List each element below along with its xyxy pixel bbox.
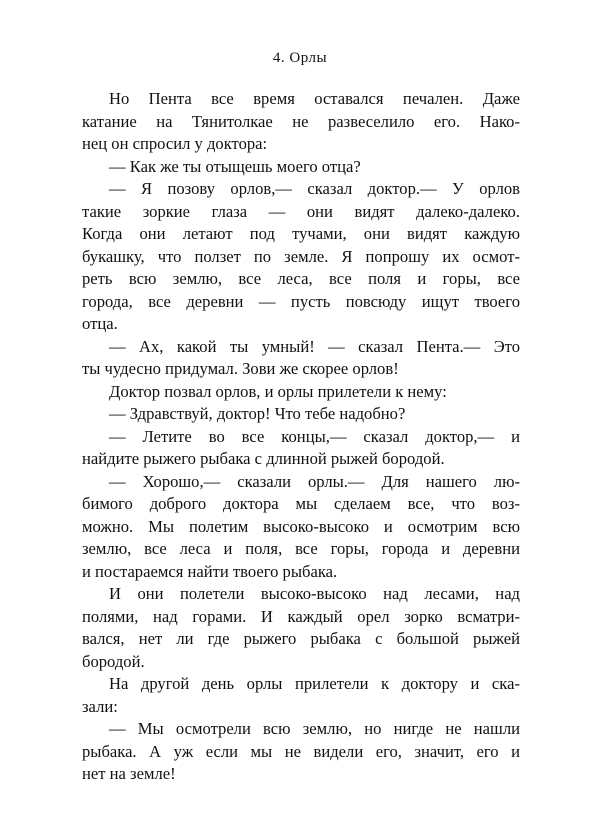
text-line: зали: bbox=[82, 696, 118, 716]
text-line: реть всю землю, все леса, все поля и горы, все bbox=[82, 269, 520, 288]
text-line: нец он спросил у доктора: bbox=[82, 134, 268, 153]
paragraph bbox=[82, 673, 520, 718]
text-line: бородой. bbox=[82, 651, 145, 671]
text-line: полями, над горами. И каждый орел зорко всматри- bbox=[82, 606, 520, 626]
text-line: — Как же ты отыщешь моего отца? bbox=[109, 156, 361, 176]
text-line: И они полетели высоко-высоко над лесами, над bbox=[109, 584, 520, 603]
text-line: и постараемся найти твоего рыбака. bbox=[82, 561, 338, 581]
text-line: На другой день орлы прилетели к доктору и ска- bbox=[109, 674, 520, 693]
text-line: города, все деревни — пусть повсюду ищут твоего bbox=[82, 291, 520, 311]
text-line: — Здравствуй, доктор! Что тебе надобно? bbox=[109, 404, 406, 423]
text-line: рыбака. А уж если мы не видели его, значит, его и bbox=[82, 741, 520, 761]
paragraph bbox=[82, 88, 520, 156]
text-line: ты чудесно придумал. Зови же скорее орлов! bbox=[82, 359, 399, 378]
text-line: бимого доброго доктора мы сделаем все, что воз- bbox=[82, 494, 520, 513]
text-line: — Мы осмотрели всю землю, но нигде не нашли bbox=[109, 719, 520, 738]
paragraph bbox=[82, 583, 520, 673]
paragraph bbox=[82, 426, 520, 471]
text-line: такие зоркие глаза — они видят далеко-далеко. bbox=[82, 201, 520, 221]
text-line: Но Пента все время оставался печален. Даже bbox=[109, 89, 520, 108]
text-line: найдите рыжего рыбака с длинной рыжей бородой. bbox=[82, 449, 445, 468]
text-line: можно. Мы полетим высоко-высоко и осмотрим всю bbox=[82, 516, 520, 536]
text-line: Когда они летают под тучами, они видят каждую bbox=[82, 224, 520, 243]
text-line: вался, нет ли где рыжего рыбака с большой рыжей bbox=[82, 629, 520, 648]
text-line: — Хорошо,— сказали орлы.— Для нашего лю- bbox=[109, 471, 520, 491]
paragraph bbox=[82, 381, 520, 404]
chapter-title: 4. Орлы bbox=[272, 50, 328, 66]
text-line: отца. bbox=[82, 314, 118, 333]
paragraph bbox=[82, 718, 520, 786]
text-line: — Я позову орлов,— сказал доктор.— У орлов bbox=[109, 179, 520, 198]
text-line: нет на земле! bbox=[82, 764, 176, 783]
text-line: землю, все леса и поля, все горы, города и деревни bbox=[82, 539, 520, 558]
text-line: букашку, что ползет по земле. Я попрошу их осмот- bbox=[82, 246, 520, 266]
paragraph bbox=[82, 403, 520, 426]
text-line: — Летите во все концы,— сказал доктор,— и bbox=[109, 426, 520, 446]
paragraph bbox=[82, 336, 520, 381]
paragraph bbox=[82, 471, 520, 584]
story-text bbox=[82, 88, 520, 786]
text-line: катание на Тянитолкае не развеселило его. Нако- bbox=[82, 111, 520, 131]
paragraph bbox=[82, 156, 520, 179]
text-line: — Ах, какой ты умный! — сказал Пента.— Это bbox=[109, 336, 520, 356]
text-line: Доктор позвал орлов, и орлы прилетели к нему: bbox=[109, 381, 447, 401]
paragraph bbox=[82, 178, 520, 336]
